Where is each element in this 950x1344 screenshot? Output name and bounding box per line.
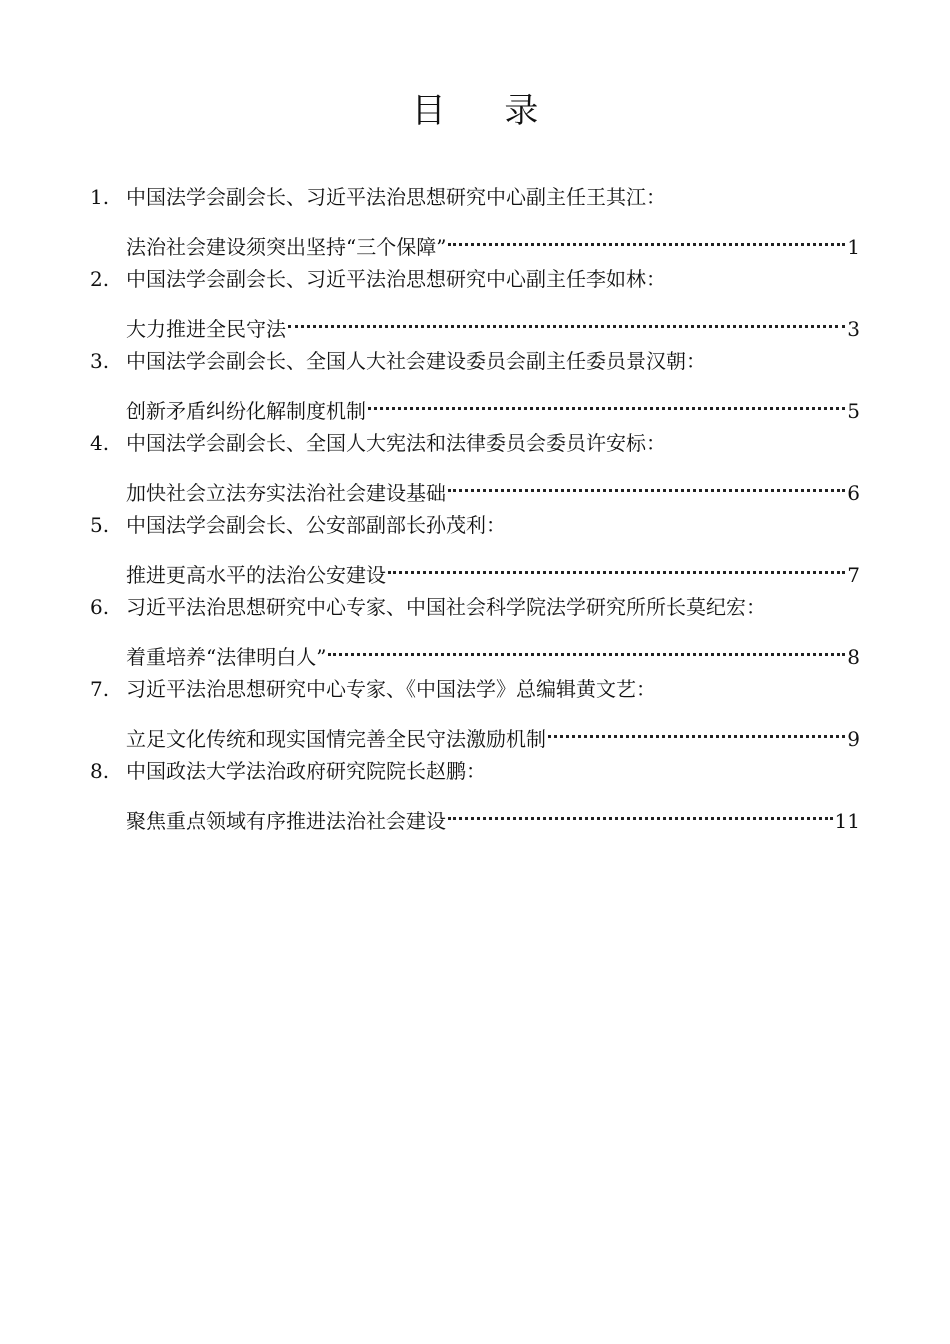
toc-entry-author: 中国法学会副会长、全国人大社会建设委员会副主任委员景汉朝： <box>126 349 706 373</box>
toc-entry-number: 6. <box>90 595 110 619</box>
toc-entry-page: 9 <box>847 727 860 751</box>
toc-entry-header <box>88 263 860 304</box>
toc-entry-page: 8 <box>847 645 860 669</box>
toc-entry-title-line <box>88 550 860 591</box>
toc-entry-header <box>88 427 860 468</box>
table-of-contents <box>88 181 860 837</box>
toc-entry-title-line <box>88 304 860 345</box>
dot-leader <box>448 468 845 500</box>
toc-entry-title-line <box>88 796 860 837</box>
toc-entry-header <box>88 755 860 796</box>
dot-leader <box>328 632 845 664</box>
dot-leader <box>288 304 845 336</box>
toc-entry-number: 2. <box>90 267 110 291</box>
toc-entry[interactable] <box>88 263 860 345</box>
dot-leader <box>388 550 845 582</box>
toc-entry-page: 1 <box>847 235 860 259</box>
toc-entry[interactable] <box>88 673 860 755</box>
toc-entry-title-line <box>88 222 860 263</box>
toc-entry-header <box>88 181 860 222</box>
toc-entry-title: 创新矛盾纠纷化解制度机制 <box>126 399 366 423</box>
toc-entry-number: 1. <box>90 185 110 209</box>
dot-leader <box>368 386 845 418</box>
toc-entry-author: 习近平法治思想研究中心专家、《中国法学》总编辑黄文艺： <box>126 677 656 701</box>
page-title: 目 录 <box>411 91 563 131</box>
toc-entry-title-line <box>88 714 860 755</box>
toc-entry-number: 7. <box>90 677 110 701</box>
toc-entry-page: 11 <box>834 809 860 833</box>
toc-entry-header <box>88 509 860 550</box>
toc-entry-title-line <box>88 468 860 509</box>
toc-entry-page: 6 <box>847 481 860 505</box>
toc-entry-number: 5. <box>90 513 110 537</box>
toc-entry[interactable] <box>88 181 860 263</box>
toc-entry-header <box>88 673 860 714</box>
toc-entry-author: 中国法学会副会长、全国人大宪法和法律委员会委员许安标： <box>126 431 666 455</box>
toc-entry[interactable] <box>88 591 860 673</box>
toc-entry-author: 中国法学会副会长、公安部副部长孙茂利： <box>126 513 506 537</box>
toc-entry-page: 3 <box>847 317 860 341</box>
toc-entry-title: 大力推进全民守法 <box>126 317 286 341</box>
toc-entry-title: 聚焦重点领域有序推进法治社会建设 <box>126 809 446 833</box>
toc-entry-title-line <box>88 632 860 673</box>
toc-entry-page: 5 <box>847 399 860 423</box>
toc-entry-number: 3. <box>90 349 110 373</box>
toc-entry-author: 习近平法治思想研究中心专家、中国社会科学院法学研究所所长莫纪宏： <box>126 595 766 619</box>
toc-entry-title: 着重培养“法律明白人” <box>126 645 327 669</box>
dot-leader <box>448 222 845 254</box>
toc-entry-number: 4. <box>90 431 110 455</box>
toc-entry-page: 7 <box>847 563 860 587</box>
toc-entry[interactable] <box>88 345 860 427</box>
dot-leader <box>448 796 833 828</box>
toc-entry-header <box>88 591 860 632</box>
toc-entry[interactable] <box>88 755 860 837</box>
toc-entry-title: 推进更高水平的法治公安建设 <box>126 563 386 587</box>
toc-entry[interactable] <box>88 509 860 591</box>
toc-entry-title: 加快社会立法夯实法治社会建设基础 <box>126 481 446 505</box>
toc-entry-author: 中国法学会副会长、习近平法治思想研究中心副主任王其江： <box>126 185 666 209</box>
toc-entry-author: 中国政法大学法治政府研究院院长赵鹏： <box>126 759 486 783</box>
toc-entry-title: 法治社会建设须突出坚持“三个保障” <box>126 235 447 259</box>
toc-entry[interactable] <box>88 427 860 509</box>
toc-entry-header <box>88 345 860 386</box>
toc-entry-author: 中国法学会副会长、习近平法治思想研究中心副主任李如林： <box>126 267 666 291</box>
toc-entry-title: 立足文化传统和现实国情完善全民守法激励机制 <box>126 727 546 751</box>
toc-entry-title-line <box>88 386 860 427</box>
toc-entry-number: 8. <box>90 759 110 783</box>
dot-leader <box>548 714 845 746</box>
